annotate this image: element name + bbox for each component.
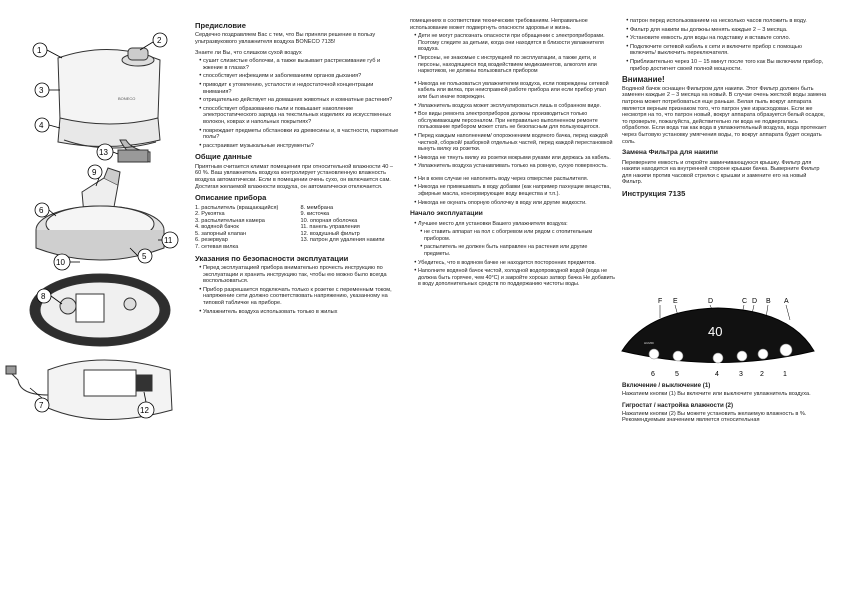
list-item: • Установите емкость для воды на подставку и вставьте сопло.: [630, 35, 827, 42]
attention-text: Водяной бачок оснащен Фильтром для накипи. Этот Фильтр должен быть заменен каждые 2 – 3 месяца на новый. В случае очень жесткой воды замена патрона может потребоваться еще раньше. Белая пыль вокруг аппарата является верным признаком того, что патрон уже израсходован. Если же несмотря на то, что патрон новый, вокруг аппарата образуется белый осадок, то проверьте, пожалуйста, действительно ли вода не подвергалась обработке. Если вода так как вода в увлажнительный воздуха, вода протекает через бытовую установку умягчения воды, то вокруг аппарата будет оседать соль.: [622, 85, 827, 145]
start-title: Начало эксплуатации: [410, 210, 483, 218]
panel-letter-d: D: [708, 298, 714, 305]
power-button[interactable]: [780, 344, 792, 356]
list-item: • сушит слизистые оболочки, а также вызывает растрескивание губ и жжение в глазах?: [203, 58, 400, 71]
svg-text:6: 6: [39, 206, 44, 215]
svg-text:3: 3: [39, 86, 44, 95]
panel-letter-d2: D: [752, 298, 758, 305]
list-item: • Ни в коем случае не наполнять воду через отверстие распылителя.: [418, 176, 615, 183]
svg-text:10: 10: [56, 258, 65, 267]
brand-logo: BONECO: [118, 96, 136, 101]
onoff-text: Нажатием кнопки (1) Вы включите или выключите увлажнитель воздуха.: [622, 390, 811, 397]
hygrostat-text: Нажатием кнопки (2) Вы можете установить желаемую влажность в %. Рекомендуемым значением является относительная: [622, 410, 807, 424]
list-item: • патрон перед использованием на несколько часов положить в воду.: [630, 18, 827, 25]
list-item: • расстраивает музыкальные инструменты?: [203, 143, 400, 150]
part-item: 11. панель управления: [300, 224, 360, 231]
continued-text: помещениях в соответствии техническим требованиям. Неправильное использование может подвергнуть опасности здоровье и жизнь.: [410, 18, 588, 31]
svg-text:9: 9: [92, 168, 97, 177]
svg-text:2: 2: [157, 36, 162, 45]
svg-text:8: 8: [41, 292, 46, 301]
list-item: • способствует образованию пыли и повышает накопление электростатического заряда на текстильных изделиях из искусственных волокон, коврах и напольных покрытиях?: [203, 106, 400, 126]
general-title: Общие данные: [195, 152, 252, 162]
preface-text: Сердечно поздравляем Вас с тем, что Вы приняли решение в пользу ультразвукового увлажнителя воздуха BONECO 7135!: [195, 32, 376, 45]
svg-text:4: 4: [39, 121, 44, 130]
panel-number-4: 4: [715, 371, 719, 378]
part-item: 4. водяной бачок: [195, 224, 239, 231]
onoff-title: Включение / выключение (1): [622, 382, 711, 389]
list-item: • приводит к утомлению, усталости и недостаточной концентрации внимания?: [203, 82, 400, 95]
list-item: • Перед каждым наполнением/ опорожнением водяного бачка, перед каждой чисткой, сборкой/ разборкой отдельных частей, перед каждой перестановкой вынуть вилку из розетки.: [418, 133, 615, 153]
callout-4: [35, 118, 60, 132]
callout-7: [30, 388, 49, 412]
list-item: • Никогда не примешивать в воду добавки (как например пахнущие вещества, эфирные масла, консервирующие воду вещества и т.п.).: [418, 184, 615, 197]
panel-letter-f: F: [658, 298, 663, 305]
preface-title: Предисловие: [195, 21, 246, 30]
control-panel-drawing: [618, 296, 818, 378]
part-item: 12. воздушный фильтр: [300, 230, 360, 237]
list-item: • Никогда не пользоваться увлажнителем воздуха, если повреждены сетевой кабель или вилка, при неисправной работе прибора или если прибор упал или был иначе поврежден.: [418, 81, 615, 101]
safety-list: [195, 265, 400, 315]
list-item: • Все виды ремонта электроприборов должны производиться только обслуживающим персоналом. При неправильно выполненном ремонте пользование прибором может стать не безопасным для пользующегося.: [418, 111, 615, 131]
svg-text:12: 12: [140, 406, 149, 415]
attention-title: Внимание!: [622, 75, 665, 85]
column-1: [195, 18, 400, 317]
description-title: Описание прибора: [195, 193, 267, 203]
list-item: • Прибор разрешается подключать только к розетке с переменным током, напряжение сети должно соответствовать напряжению, указанному на типовой табличке на приборе.: [203, 287, 400, 307]
list-item: • отрицательно действует на домашних животных и комнатные растения?: [203, 97, 400, 104]
list-item: • Подключите сетевой кабель к сети и включите прибор с помощью включить/ выключить переключателя.: [630, 44, 827, 57]
hygrostat-title: Гигростат / настройка влажности (2): [622, 402, 734, 410]
part-item: 13. патрон для удаления накипи: [300, 237, 385, 244]
part-item: 7. сетевая вилка: [195, 244, 239, 251]
dry-air-list: [195, 58, 400, 149]
start-list: [410, 221, 615, 288]
panel-button-2[interactable]: [758, 349, 768, 359]
part-item: 9. кисточка: [300, 211, 330, 218]
list-item: • Убедитесь, что в водяном бачке не находится посторонних предметов.: [418, 260, 615, 267]
list-item: • способствует инфекциям и заболеваниям органов дыхания?: [203, 73, 400, 80]
svg-text:5: 5: [142, 252, 147, 261]
list-item: • Никогда не тянуть вилку из розетки мокрыми руками или держась за кабель.: [418, 155, 615, 162]
base-top-view-drawing: [30, 274, 170, 346]
callout-3: [35, 83, 60, 97]
svg-text:13: 13: [99, 148, 108, 157]
panel-number-1: 1: [783, 371, 787, 378]
panel-letter-c: C: [742, 298, 748, 305]
startup-list-continued: [622, 18, 827, 72]
panel-button-5[interactable]: [673, 351, 683, 361]
panel-number-2: 2: [760, 371, 764, 378]
list-item: • Фильтр для накипи вы должны менять каждые 2 – 3 месяца.: [630, 27, 827, 34]
part-item: 3. распылительная камера: [195, 217, 265, 224]
list-item: • Персоны, не знакомые с инструкцией по эксплуатации, а также дети, и персоны, находящиеся под воздействием медикаментов, алкоголя или наркотиков, не должны пользоваться прибором: [418, 55, 615, 75]
list-item: • распылитель не должен быть направлен на растения или другие предметы.: [424, 244, 615, 257]
part-item: 5. запорный клапан: [195, 230, 247, 237]
list-item: • Увлажнитель воздуха устанавливать только на ровную, сухую поверхность.: [418, 163, 615, 170]
list-item: • не ставить аппарат на пол с обогревом или рядом с отопительным прибором.: [424, 229, 615, 242]
list-item: • Увлажнитель воздуха может эксплуатироваться лишь в собранном виде.: [418, 103, 615, 110]
column-3: [622, 18, 827, 200]
svg-text:7: 7: [39, 401, 44, 410]
panel-letter-b: B: [766, 298, 771, 305]
list-item: • Приблизительно через 10 – 15 минут после того как Вы включили прибор, прибор достигнет своей полной мощности.: [630, 59, 827, 72]
panel-letter-e: E: [673, 298, 678, 305]
part-item: 2. Рукоятка: [195, 211, 225, 218]
panel-letter-a: A: [784, 298, 789, 305]
safety-list-b: [410, 81, 615, 170]
part-item: 8. мембрана: [300, 204, 334, 211]
safety-list-c: [410, 176, 615, 206]
svg-text:1: 1: [37, 46, 42, 55]
list-item: • повреждает предметы обстановки из древесины и, в частности, паркетные полы?: [203, 128, 400, 141]
safety-title: Указания по безопасности эксплуатации: [195, 253, 349, 263]
list-item: • Наполните водяной бачок чистой, холодной водопроводной водой (вода не должна быть горячее, чем 40°C) и закройте хорошо затвор бачка Не добавить в воду дополнительных средств по поддержанию чистоты воды.: [418, 268, 615, 288]
dry-air-intro: Знаете ли Вы, что слишком сухой воздух: [195, 49, 302, 56]
device-illustration: [0, 0, 185, 595]
panel-button-3[interactable]: [737, 351, 747, 361]
panel-button-6[interactable]: [649, 349, 659, 359]
part-item: 6. резервуар: [195, 237, 228, 244]
part-item: 10. опорная оболочка: [300, 217, 358, 224]
instruction-title: Инструкция 7135: [622, 188, 686, 198]
panel-number-3: 3: [739, 371, 743, 378]
list-item: • Никогда не окунать опорную оболочку в воду или другие жидкости.: [418, 200, 615, 207]
svg-text:11: 11: [164, 236, 173, 245]
list-item: • Увлажнитель воздуха использовать только в жилых: [203, 309, 400, 316]
panel-number-6: 6: [651, 371, 655, 378]
panel-digits: 40: [708, 324, 723, 339]
parts-list: [195, 205, 400, 251]
replace-filter-text: Переверните емкость и откройте завинчивающуюся крышку. Фильтр для накипи находится на внутренней стороне крышки бачка. Выверните Фильтр для накипи против часовой стрелки с крышки и замените его на новый Фильтр.: [622, 159, 820, 186]
replace-filter-title: Замена Фильтра для накипи: [622, 149, 718, 157]
list-item: • Перед эксплуатацией прибора внимательно прочесть инструкцию по эксплуатации и хранить инструкцию так, чтобы ею можно было всегда воспользоваться.: [203, 265, 400, 285]
part-item: 1. распылитель (вращающийся): [195, 204, 279, 211]
callout-1: [33, 43, 62, 58]
list-item: • Лучшее место для установки Вашего увлажнителя воздуха:: [418, 221, 615, 228]
column-3-lower: [622, 380, 827, 426]
column-2: [410, 18, 615, 290]
general-text: Приятным считается климат помещения при относительной влажности 40 – 60 %. Ваш увлажнитель воздуха контролирует установленную влажность воздуха автоматически. Если в помещении очень сухо, он включается сам. Достигая желаемой влажности воздуха, он автоматически отключается.: [195, 163, 393, 190]
panel-humid-label: HUMID: [644, 341, 654, 345]
panel-number-5: 5: [675, 371, 679, 378]
callout-2: [140, 33, 167, 50]
panel-button-4[interactable]: [713, 353, 723, 363]
safety-list-a: [410, 33, 615, 75]
list-item: • Дети не могут распознать опасности при обращении с электроприборами. Поэтому следите за детьми, когда они находятся в близости увлажнителя воздуха.: [418, 33, 615, 53]
